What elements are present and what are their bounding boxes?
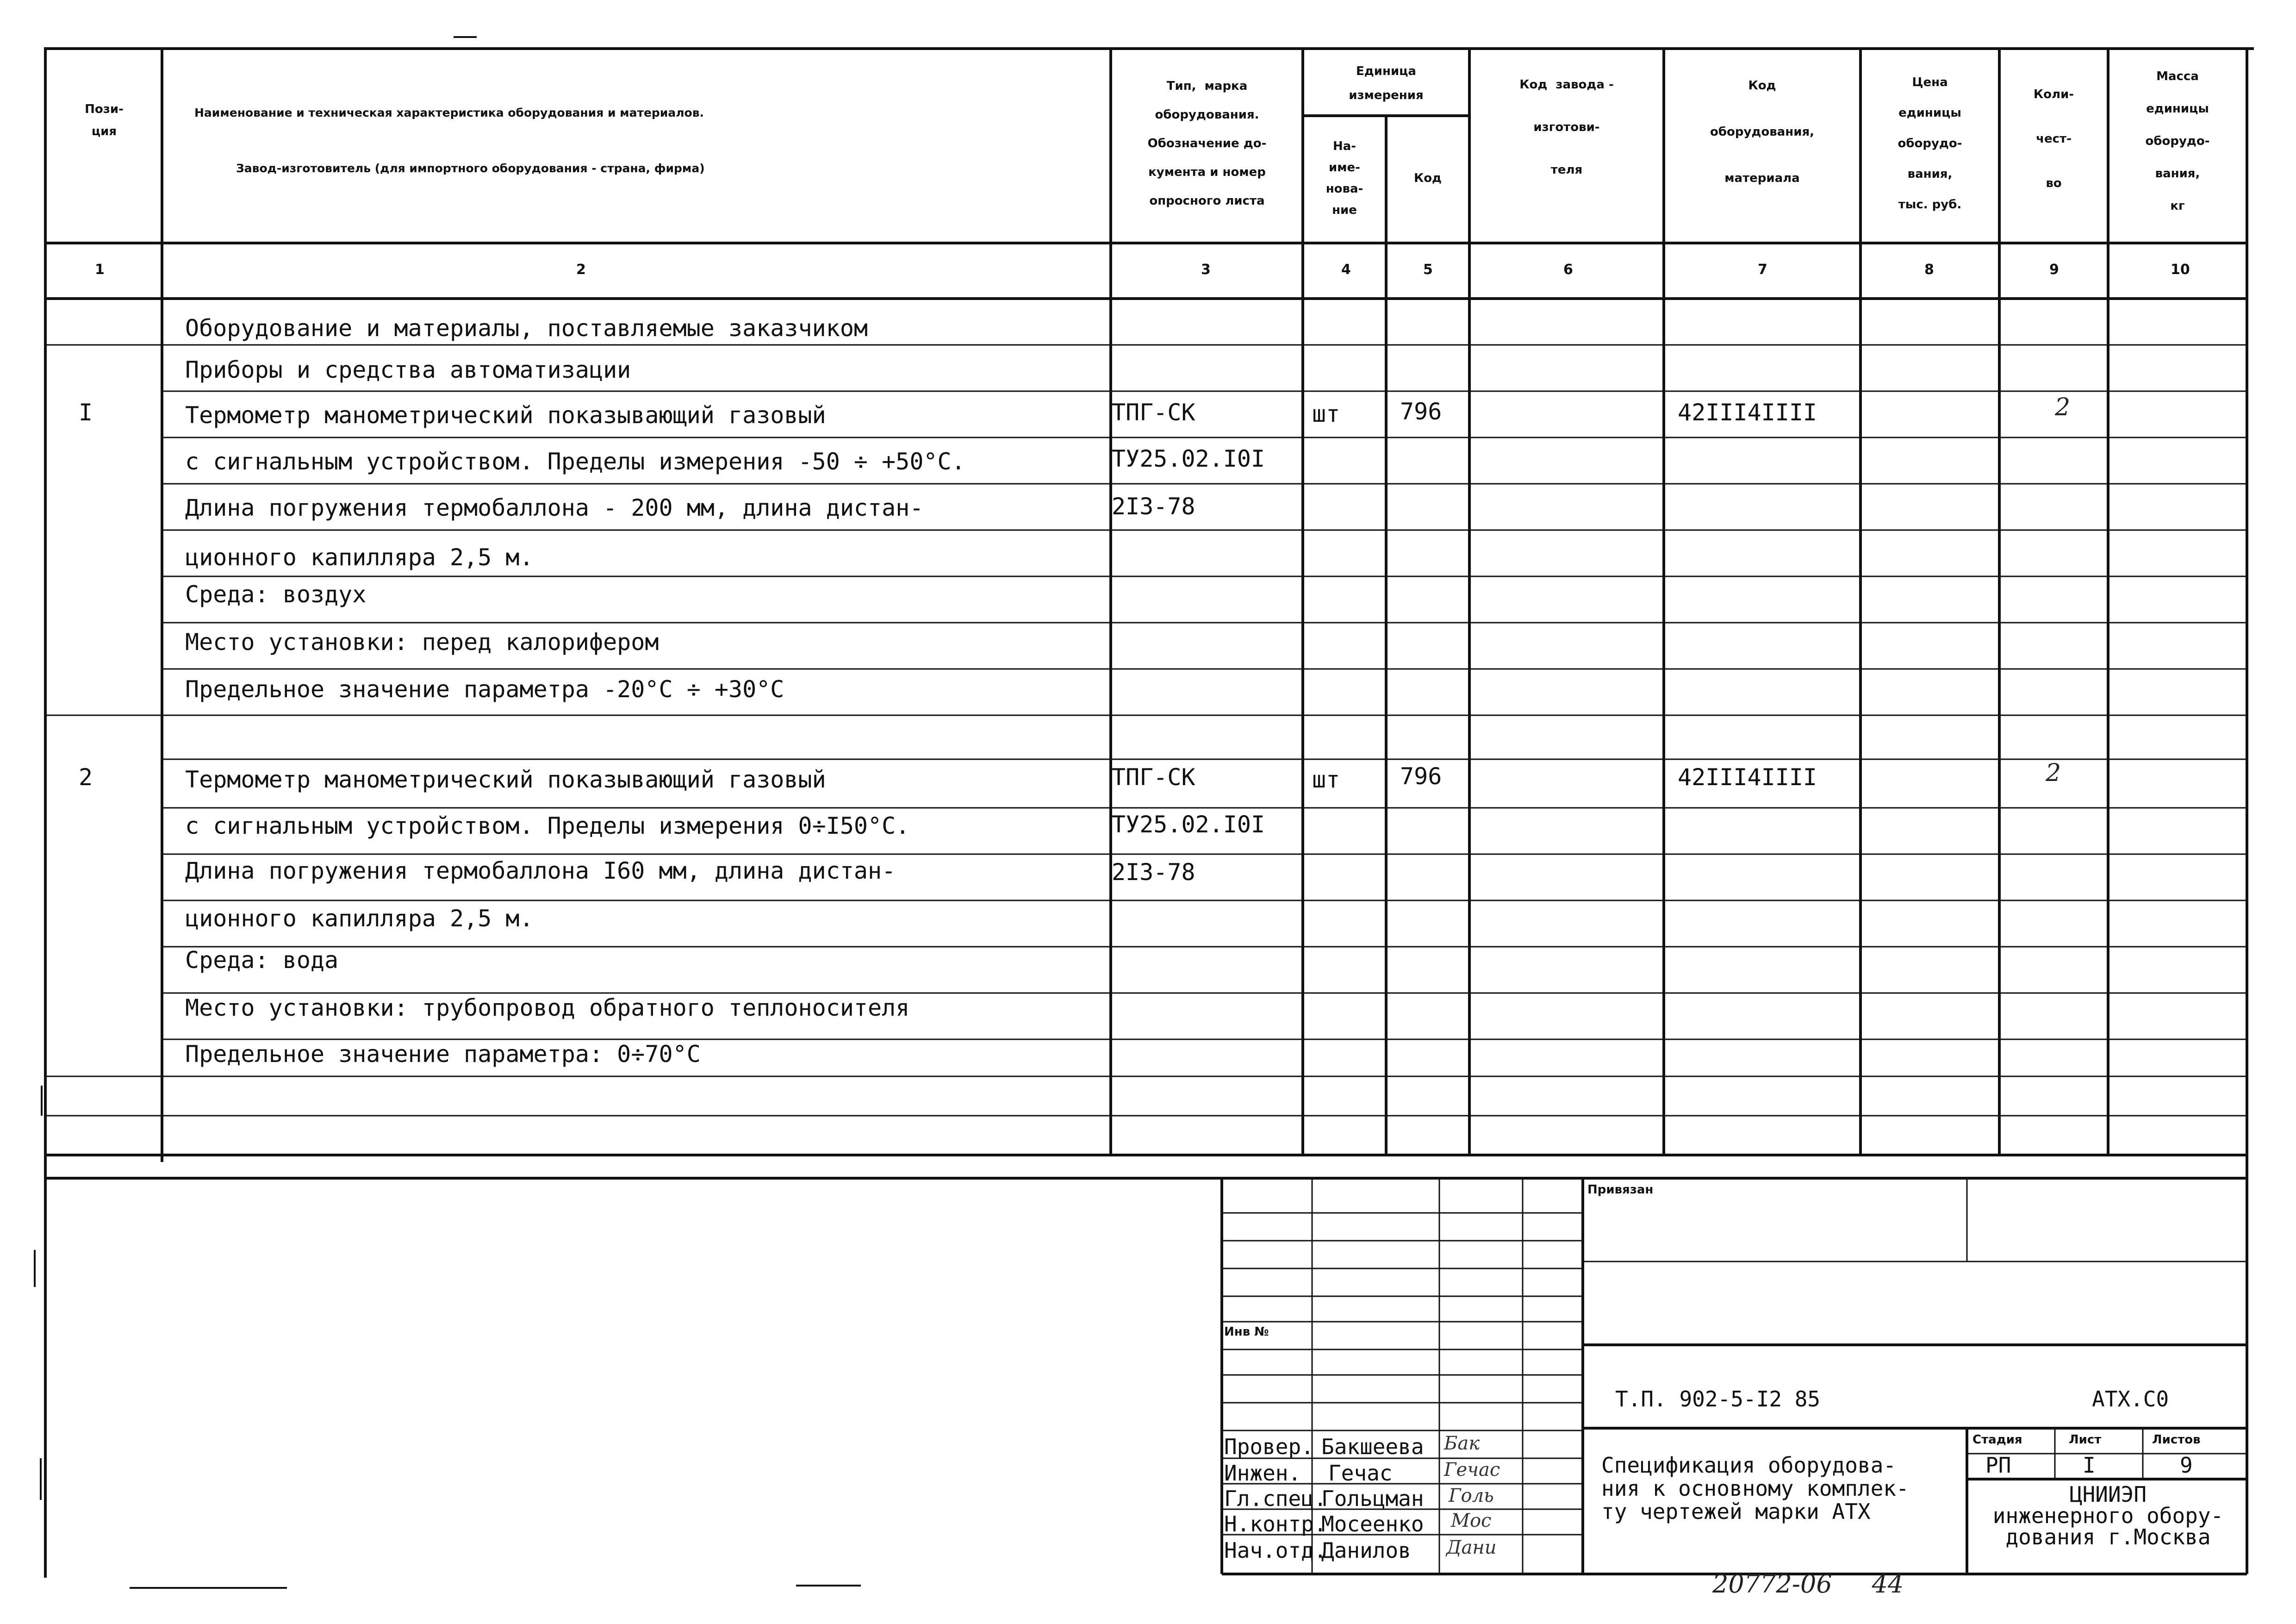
header-unit-code: Код xyxy=(1413,171,1442,185)
row-equipment-code: 42III4IIII xyxy=(1678,764,1817,791)
signature: Мос xyxy=(1451,1510,1492,1531)
row-name: Термометр манометрический показывающий газовый xyxy=(185,766,826,793)
organization: ЦНИИЭП инженерного обору- дования г.Москва xyxy=(1992,1482,2224,1549)
row-unit-code: 796 xyxy=(1400,398,1442,425)
signature: Голь xyxy=(1449,1485,1494,1506)
row-name: ционного капилляра 2,5 м. xyxy=(185,544,534,571)
header-position: Пози- ция xyxy=(85,102,124,138)
row-unit: шт xyxy=(1312,766,1340,793)
row-type: 2I3-78 xyxy=(1112,493,1195,520)
colnum-7: 7 xyxy=(1758,262,1767,278)
row-unit: шт xyxy=(1312,400,1340,427)
header-name-line1: Наименование и техническая характеристика оборудования и материалов. xyxy=(194,106,704,119)
signer-role: Нач.отд. xyxy=(1224,1538,1327,1563)
drawing-mark: АТХ.С0 xyxy=(2092,1387,2169,1412)
row-unit-code: 796 xyxy=(1400,763,1442,790)
header-unit-group: Единица измерения xyxy=(1349,64,1424,102)
sheets-label: Листов xyxy=(2152,1433,2201,1447)
colnum-3: 3 xyxy=(1201,262,1211,278)
row-equipment-code: 42III4IIII xyxy=(1678,399,1817,426)
row-type: ТПГ-СК xyxy=(1112,399,1195,426)
row-name: Приборы и средства автоматизации xyxy=(185,356,631,383)
colnum-10: 10 xyxy=(2171,262,2190,278)
row-quantity: 2 xyxy=(2055,394,2071,421)
signature: Дани xyxy=(1446,1537,1497,1558)
row-name: Длина погружения термобаллона - 200 мм, длина дистан- xyxy=(185,494,924,521)
signer-role: Н.контр. xyxy=(1224,1512,1327,1537)
signer-name: Мосеенко xyxy=(1321,1512,1424,1537)
header-unit-name: На- име- нова- ние xyxy=(1325,139,1363,217)
colnum-4: 4 xyxy=(1341,262,1351,278)
row-type: ТУ25.02.I0I xyxy=(1112,811,1265,838)
row-name: Термометр манометрический показывающий газовый xyxy=(185,402,826,429)
header-plant-code: Код завода - изготови- теля xyxy=(1519,78,1614,177)
signature: Гечас xyxy=(1444,1459,1500,1480)
row-name: с сигнальным устройством. Пределы измерения -50 ÷ +50°С. xyxy=(185,448,965,475)
attached-label: Привязан xyxy=(1587,1183,1654,1197)
signer-name: Гольцман xyxy=(1321,1486,1424,1511)
row-name: Среда: вода xyxy=(185,947,339,974)
header-equipment-code: Код оборудования, материала xyxy=(1710,79,1815,185)
colnum-9: 9 xyxy=(2049,262,2059,278)
stage-label: Стадия xyxy=(1972,1433,2022,1447)
document-title: Спецификация оборудова- ния к основному комплек- ту чертежей марки АТХ xyxy=(1601,1453,1909,1524)
sheets-value: 9 xyxy=(2180,1453,2193,1478)
row-name: Оборудование и материалы, поставляемые заказчиком xyxy=(185,315,868,342)
row-position: I xyxy=(79,399,93,426)
row-name: Предельное значение параметра: 0÷70°С xyxy=(185,1041,701,1068)
row-type: ТУ25.02.I0I xyxy=(1112,445,1265,472)
inventory-number-label: Инв № xyxy=(1224,1325,1269,1339)
signature: Бак xyxy=(1444,1433,1480,1454)
row-type: ТПГ-СК xyxy=(1112,764,1195,791)
archive-number: 20772-06 44 xyxy=(1712,1569,1904,1599)
row-position: 2 xyxy=(79,764,93,791)
row-name: Место установки: трубопровод обратного теплоносителя xyxy=(185,994,910,1021)
row-name: Место установки: перед калорифером xyxy=(185,629,659,656)
signer-name: Гечас xyxy=(1328,1461,1393,1486)
row-name: Длина погружения термобаллона I60 мм, длина дистан- xyxy=(185,857,896,884)
signer-role: Провер. xyxy=(1224,1434,1314,1459)
colnum-6: 6 xyxy=(1563,262,1573,278)
colnum-1: 1 xyxy=(95,262,105,278)
row-name: Среда: воздух xyxy=(185,581,367,608)
colnum-8: 8 xyxy=(1924,262,1934,278)
document-code: Т.П. 902-5-I2 85 xyxy=(1615,1387,1821,1412)
stage-value: РП xyxy=(1985,1453,2011,1478)
signer-name: Данилов xyxy=(1321,1538,1411,1563)
signer-name: Бакшеева xyxy=(1321,1434,1424,1459)
header-price: Цена единицы оборудо- вания, тыс. руб. xyxy=(1898,75,1962,212)
sheet-label: Лист xyxy=(2069,1433,2102,1447)
row-name: Предельное значение параметра -20°С ÷ +30°С xyxy=(185,676,784,703)
sheet-value: I xyxy=(2083,1453,2096,1478)
header-type: Тип, марка оборудования. Обозначение до- кумента и номер опросного листа xyxy=(1147,79,1267,208)
signer-role: Гл.спец. xyxy=(1224,1486,1327,1511)
row-quantity: 2 xyxy=(2046,759,2061,787)
row-name: с сигнальным устройством. Пределы измерения 0÷I50°С. xyxy=(185,812,910,839)
header-mass: Масса единицы оборудо- вания, кг xyxy=(2145,69,2210,213)
row-name: ционного капилляра 2,5 м. xyxy=(185,905,534,932)
row-type: 2I3-78 xyxy=(1112,859,1195,886)
colnum-2: 2 xyxy=(576,262,586,278)
colnum-5: 5 xyxy=(1423,262,1433,278)
signer-role: Инжен. xyxy=(1224,1461,1301,1486)
header-quantity: Коли- чест- во xyxy=(2033,87,2074,190)
header-name-line2: Завод-изготовитель (для импортного оборудования - страна, фирма) xyxy=(236,162,705,175)
